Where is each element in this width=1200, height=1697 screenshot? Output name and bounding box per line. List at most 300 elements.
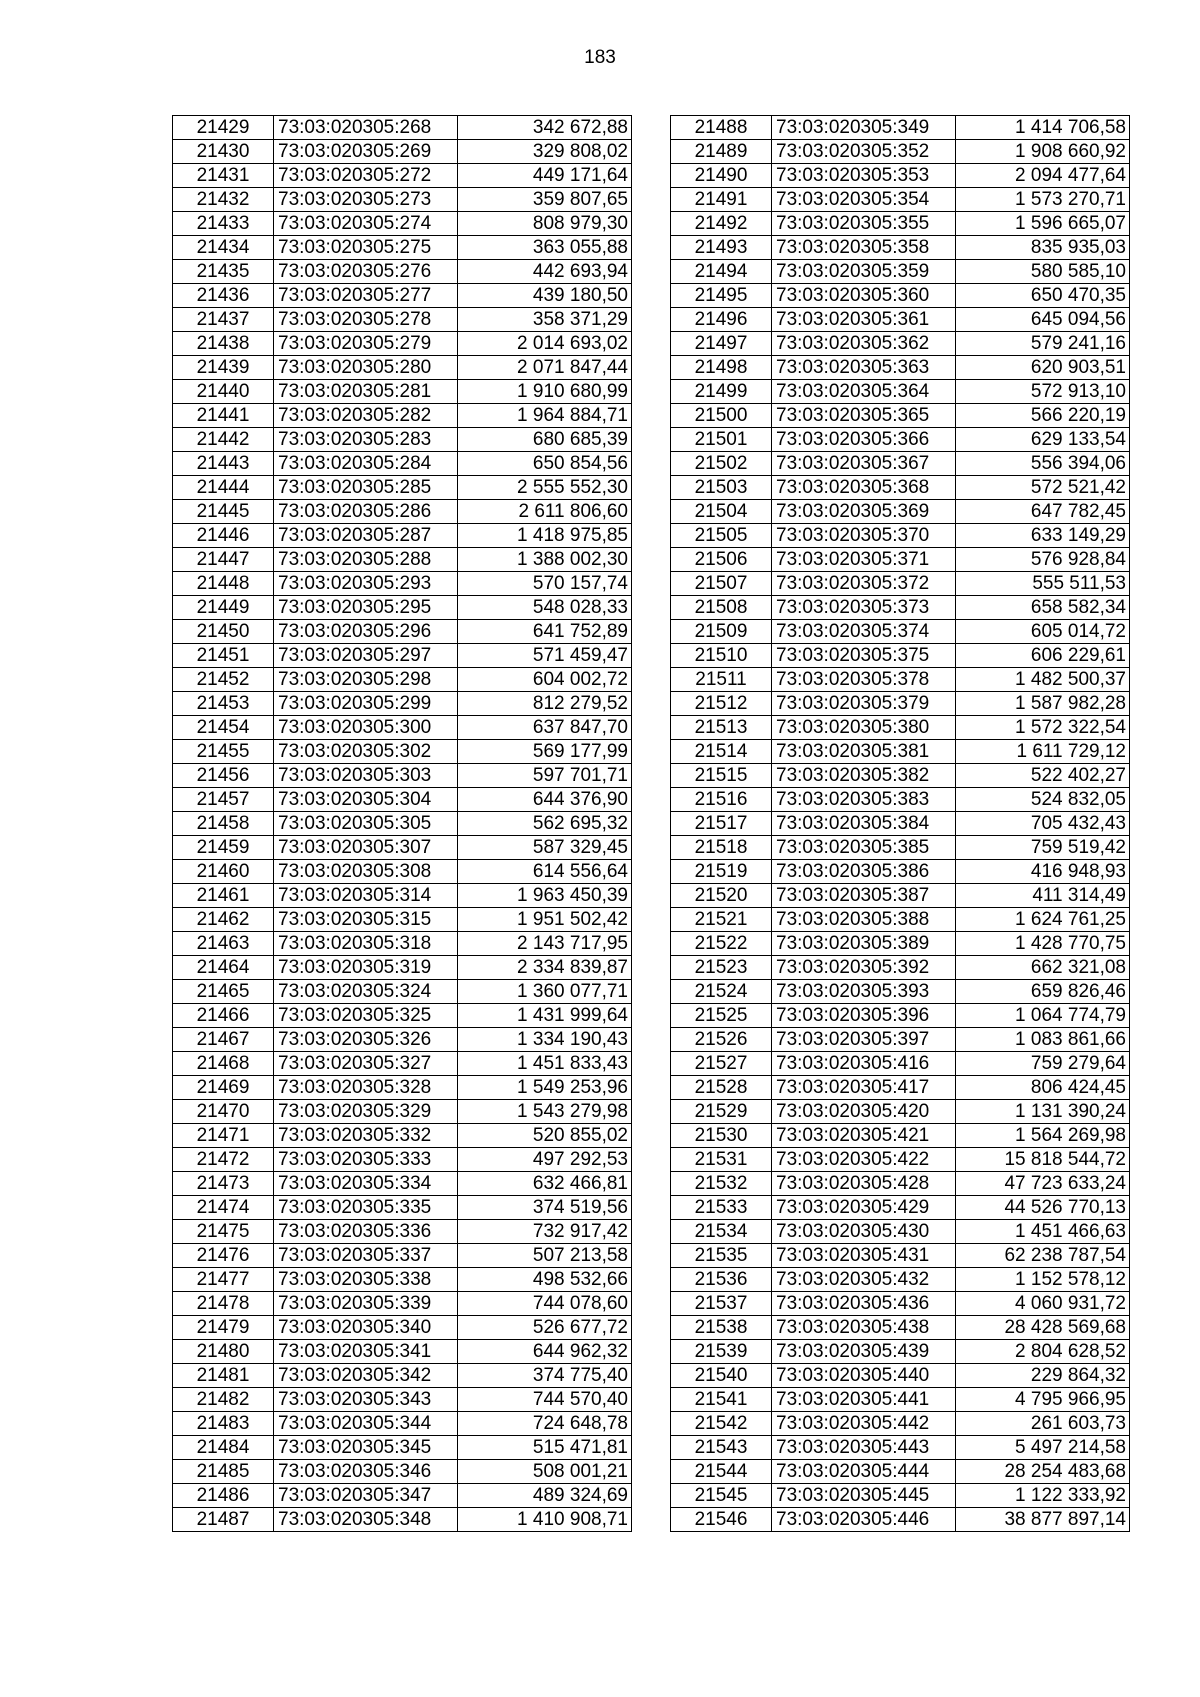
cadastral-number-cell: 73:03:020305:272 (274, 164, 458, 188)
value-cell: 1 908 660,92 (956, 140, 1130, 164)
value-cell: 44 526 770,13 (956, 1196, 1130, 1220)
cadastral-number-cell: 73:03:020305:347 (274, 1484, 458, 1508)
cadastral-number-cell: 73:03:020305:430 (772, 1220, 956, 1244)
cadastral-number-cell: 73:03:020305:308 (274, 860, 458, 884)
cadastral-number-cell: 73:03:020305:328 (274, 1076, 458, 1100)
cadastral-number-cell: 73:03:020305:282 (274, 404, 458, 428)
value-cell: 229 864,32 (956, 1364, 1130, 1388)
row-number-cell: 21527 (671, 1052, 772, 1076)
table-row (173, 452, 632, 476)
value-cell: 759 519,42 (956, 836, 1130, 860)
table-row (671, 116, 1130, 140)
value-cell: 606 229,61 (956, 644, 1130, 668)
registry-table-right (670, 115, 1130, 1532)
cadastral-number-cell: 73:03:020305:335 (274, 1196, 458, 1220)
row-number-cell: 21507 (671, 572, 772, 596)
row-number-cell: 21543 (671, 1436, 772, 1460)
row-number-cell: 21532 (671, 1172, 772, 1196)
table-row (671, 668, 1130, 692)
row-number-cell: 21539 (671, 1340, 772, 1364)
table-row (671, 836, 1130, 860)
cadastral-number-cell: 73:03:020305:314 (274, 884, 458, 908)
row-number-cell: 21476 (173, 1244, 274, 1268)
row-number-cell: 21492 (671, 212, 772, 236)
row-number-cell: 21452 (173, 668, 274, 692)
row-number-cell: 21430 (173, 140, 274, 164)
cadastral-number-cell: 73:03:020305:327 (274, 1052, 458, 1076)
row-number-cell: 21511 (671, 668, 772, 692)
page-number: 183 (584, 47, 616, 68)
table-row (671, 1388, 1130, 1412)
row-number-cell: 21500 (671, 404, 772, 428)
value-cell: 571 459,47 (458, 644, 632, 668)
table-row (173, 716, 632, 740)
table-row (671, 932, 1130, 956)
value-cell: 515 471,81 (458, 1436, 632, 1460)
cadastral-number-cell: 73:03:020305:305 (274, 812, 458, 836)
cadastral-number-cell: 73:03:020305:392 (772, 956, 956, 980)
cadastral-number-cell: 73:03:020305:380 (772, 716, 956, 740)
cadastral-number-cell: 73:03:020305:285 (274, 476, 458, 500)
value-cell: 1 131 390,24 (956, 1100, 1130, 1124)
row-number-cell: 21531 (671, 1148, 772, 1172)
row-number-cell: 21466 (173, 1004, 274, 1028)
row-number-cell: 21494 (671, 260, 772, 284)
table-row (671, 476, 1130, 500)
table-row (173, 1316, 632, 1340)
row-number-cell: 21457 (173, 788, 274, 812)
row-number-cell: 21487 (173, 1508, 274, 1532)
table-row (173, 1268, 632, 1292)
value-cell: 1 388 002,30 (458, 548, 632, 572)
table-row (173, 1100, 632, 1124)
row-number-cell: 21530 (671, 1124, 772, 1148)
row-number-cell: 21470 (173, 1100, 274, 1124)
row-number-cell: 21472 (173, 1148, 274, 1172)
cadastral-number-cell: 73:03:020305:353 (772, 164, 956, 188)
value-cell: 744 078,60 (458, 1292, 632, 1316)
cadastral-number-cell: 73:03:020305:432 (772, 1268, 956, 1292)
table-row (173, 1028, 632, 1052)
table-row (173, 236, 632, 260)
table-row (173, 140, 632, 164)
value-cell: 641 752,89 (458, 620, 632, 644)
table-row (671, 1316, 1130, 1340)
value-cell: 572 521,42 (956, 476, 1130, 500)
cadastral-number-cell: 73:03:020305:349 (772, 116, 956, 140)
row-number-cell: 21446 (173, 524, 274, 548)
value-cell: 489 324,69 (458, 1484, 632, 1508)
value-cell: 629 133,54 (956, 428, 1130, 452)
value-cell: 562 695,32 (458, 812, 632, 836)
cadastral-number-cell: 73:03:020305:428 (772, 1172, 956, 1196)
table-row (173, 356, 632, 380)
value-cell: 579 241,16 (956, 332, 1130, 356)
cadastral-number-cell: 73:03:020305:341 (274, 1340, 458, 1364)
row-number-cell: 21535 (671, 1244, 772, 1268)
cadastral-number-cell: 73:03:020305:358 (772, 236, 956, 260)
table-row (671, 260, 1130, 284)
row-number-cell: 21479 (173, 1316, 274, 1340)
cadastral-number-cell: 73:03:020305:387 (772, 884, 956, 908)
value-cell: 1 624 761,25 (956, 908, 1130, 932)
row-number-cell: 21435 (173, 260, 274, 284)
table-row (173, 572, 632, 596)
value-cell: 342 672,88 (458, 116, 632, 140)
row-number-cell: 21436 (173, 284, 274, 308)
row-number-cell: 21512 (671, 692, 772, 716)
value-cell: 358 371,29 (458, 308, 632, 332)
table-row (173, 1172, 632, 1196)
value-cell: 38 877 897,14 (956, 1508, 1130, 1532)
table-row (671, 860, 1130, 884)
table-row (671, 332, 1130, 356)
row-number-cell: 21451 (173, 644, 274, 668)
row-number-cell: 21449 (173, 596, 274, 620)
table-row (173, 1340, 632, 1364)
cadastral-number-cell: 73:03:020305:325 (274, 1004, 458, 1028)
row-number-cell: 21513 (671, 716, 772, 740)
row-number-cell: 21537 (671, 1292, 772, 1316)
cadastral-number-cell: 73:03:020305:442 (772, 1412, 956, 1436)
table-row (671, 1292, 1130, 1316)
value-cell: 572 913,10 (956, 380, 1130, 404)
row-number-cell: 21464 (173, 956, 274, 980)
cadastral-number-cell: 73:03:020305:355 (772, 212, 956, 236)
cadastral-number-cell: 73:03:020305:280 (274, 356, 458, 380)
table-row (671, 620, 1130, 644)
row-number-cell: 21454 (173, 716, 274, 740)
row-number-cell: 21441 (173, 404, 274, 428)
cadastral-number-cell: 73:03:020305:288 (274, 548, 458, 572)
table-row (173, 404, 632, 428)
row-number-cell: 21469 (173, 1076, 274, 1100)
value-cell: 15 818 544,72 (956, 1148, 1130, 1172)
value-cell: 261 603,73 (956, 1412, 1130, 1436)
table-row (671, 1076, 1130, 1100)
row-number-cell: 21433 (173, 212, 274, 236)
value-cell: 1 482 500,37 (956, 668, 1130, 692)
cadastral-number-cell: 73:03:020305:287 (274, 524, 458, 548)
value-cell: 449 171,64 (458, 164, 632, 188)
row-number-cell: 21493 (671, 236, 772, 260)
value-cell: 580 585,10 (956, 260, 1130, 284)
row-number-cell: 21509 (671, 620, 772, 644)
table-row (671, 716, 1130, 740)
value-cell: 744 570,40 (458, 1388, 632, 1412)
value-cell: 614 556,64 (458, 860, 632, 884)
row-number-cell: 21448 (173, 572, 274, 596)
row-number-cell: 21499 (671, 380, 772, 404)
table-row (173, 620, 632, 644)
row-number-cell: 21497 (671, 332, 772, 356)
row-number-cell: 21453 (173, 692, 274, 716)
row-number-cell: 21524 (671, 980, 772, 1004)
value-cell: 662 321,08 (956, 956, 1130, 980)
value-cell: 597 701,71 (458, 764, 632, 788)
table-row (671, 500, 1130, 524)
value-cell: 363 055,88 (458, 236, 632, 260)
cadastral-number-cell: 73:03:020305:431 (772, 1244, 956, 1268)
cadastral-number-cell: 73:03:020305:348 (274, 1508, 458, 1532)
cadastral-number-cell: 73:03:020305:389 (772, 932, 956, 956)
value-cell: 1 064 774,79 (956, 1004, 1130, 1028)
row-number-cell: 21442 (173, 428, 274, 452)
value-cell: 659 826,46 (956, 980, 1130, 1004)
cadastral-number-cell: 73:03:020305:315 (274, 908, 458, 932)
value-cell: 1 122 333,92 (956, 1484, 1130, 1508)
table-row (173, 764, 632, 788)
value-cell: 1 418 975,85 (458, 524, 632, 548)
table-row (173, 836, 632, 860)
cadastral-number-cell: 73:03:020305:441 (772, 1388, 956, 1412)
value-cell: 1 431 999,64 (458, 1004, 632, 1028)
value-cell: 1 543 279,98 (458, 1100, 632, 1124)
value-cell: 5 497 214,58 (956, 1436, 1130, 1460)
table-row (671, 356, 1130, 380)
value-cell: 508 001,21 (458, 1460, 632, 1484)
value-cell: 4 795 966,95 (956, 1388, 1130, 1412)
value-cell: 548 028,33 (458, 596, 632, 620)
table-row (671, 1004, 1130, 1028)
table-row (173, 1220, 632, 1244)
value-cell: 374 519,56 (458, 1196, 632, 1220)
cadastral-number-cell: 73:03:020305:344 (274, 1412, 458, 1436)
cadastral-number-cell: 73:03:020305:336 (274, 1220, 458, 1244)
row-number-cell: 21529 (671, 1100, 772, 1124)
cadastral-number-cell: 73:03:020305:332 (274, 1124, 458, 1148)
table-row (671, 812, 1130, 836)
row-number-cell: 21540 (671, 1364, 772, 1388)
row-number-cell: 21528 (671, 1076, 772, 1100)
table-row (173, 1292, 632, 1316)
value-cell: 566 220,19 (956, 404, 1130, 428)
table-row (671, 596, 1130, 620)
row-number-cell: 21546 (671, 1508, 772, 1532)
row-number-cell: 21439 (173, 356, 274, 380)
table-row (671, 1364, 1130, 1388)
table-row (173, 1388, 632, 1412)
value-cell: 1 564 269,98 (956, 1124, 1130, 1148)
table-row (173, 1364, 632, 1388)
table-row (671, 548, 1130, 572)
cadastral-number-cell: 73:03:020305:374 (772, 620, 956, 644)
value-cell: 637 847,70 (458, 716, 632, 740)
table-row (671, 1100, 1130, 1124)
cadastral-number-cell: 73:03:020305:354 (772, 188, 956, 212)
table-row (173, 860, 632, 884)
cadastral-number-cell: 73:03:020305:393 (772, 980, 956, 1004)
value-cell: 439 180,50 (458, 284, 632, 308)
row-number-cell: 21440 (173, 380, 274, 404)
value-cell: 1 951 502,42 (458, 908, 632, 932)
cadastral-number-cell: 73:03:020305:366 (772, 428, 956, 452)
cadastral-number-cell: 73:03:020305:417 (772, 1076, 956, 1100)
row-number-cell: 21474 (173, 1196, 274, 1220)
table-row (173, 1076, 632, 1100)
cadastral-number-cell: 73:03:020305:373 (772, 596, 956, 620)
table-row (671, 956, 1130, 980)
cadastral-number-cell: 73:03:020305:444 (772, 1460, 956, 1484)
table-row (671, 1244, 1130, 1268)
row-number-cell: 21477 (173, 1268, 274, 1292)
cadastral-number-cell: 73:03:020305:304 (274, 788, 458, 812)
value-cell: 604 002,72 (458, 668, 632, 692)
cadastral-number-cell: 73:03:020305:276 (274, 260, 458, 284)
value-cell: 359 807,65 (458, 188, 632, 212)
cadastral-number-cell: 73:03:020305:302 (274, 740, 458, 764)
value-cell: 620 903,51 (956, 356, 1130, 380)
row-number-cell: 21516 (671, 788, 772, 812)
row-number-cell: 21510 (671, 644, 772, 668)
row-number-cell: 21525 (671, 1004, 772, 1028)
table-row (671, 788, 1130, 812)
row-number-cell: 21481 (173, 1364, 274, 1388)
table-row (671, 1148, 1130, 1172)
table-row (173, 908, 632, 932)
row-number-cell: 21482 (173, 1388, 274, 1412)
value-cell: 806 424,45 (956, 1076, 1130, 1100)
cadastral-number-cell: 73:03:020305:397 (772, 1028, 956, 1052)
cadastral-number-cell: 73:03:020305:296 (274, 620, 458, 644)
value-cell: 1 596 665,07 (956, 212, 1130, 236)
row-number-cell: 21461 (173, 884, 274, 908)
cadastral-number-cell: 73:03:020305:360 (772, 284, 956, 308)
table-row (671, 212, 1130, 236)
value-cell: 47 723 633,24 (956, 1172, 1130, 1196)
row-number-cell: 21505 (671, 524, 772, 548)
table-row (671, 1172, 1130, 1196)
cadastral-number-cell: 73:03:020305:379 (772, 692, 956, 716)
table-row (671, 692, 1130, 716)
row-number-cell: 21515 (671, 764, 772, 788)
value-cell: 1 428 770,75 (956, 932, 1130, 956)
value-cell: 835 935,03 (956, 236, 1130, 260)
table-row (671, 1460, 1130, 1484)
row-number-cell: 21432 (173, 188, 274, 212)
value-cell: 555 511,53 (956, 572, 1130, 596)
cadastral-number-cell: 73:03:020305:281 (274, 380, 458, 404)
table-row (671, 1052, 1130, 1076)
value-cell: 2 014 693,02 (458, 332, 632, 356)
table-row (173, 308, 632, 332)
cadastral-number-cell: 73:03:020305:274 (274, 212, 458, 236)
row-number-cell: 21431 (173, 164, 274, 188)
table-row (671, 236, 1130, 260)
table-row (173, 476, 632, 500)
row-number-cell: 21485 (173, 1460, 274, 1484)
table-row (671, 1436, 1130, 1460)
cadastral-number-cell: 73:03:020305:368 (772, 476, 956, 500)
value-cell: 1 611 729,12 (956, 740, 1130, 764)
row-number-cell: 21489 (671, 140, 772, 164)
cadastral-number-cell: 73:03:020305:420 (772, 1100, 956, 1124)
table-row (173, 524, 632, 548)
table-row (173, 116, 632, 140)
table-row (173, 1196, 632, 1220)
table-row (173, 428, 632, 452)
table-row (671, 428, 1130, 452)
row-number-cell: 21475 (173, 1220, 274, 1244)
row-number-cell: 21508 (671, 596, 772, 620)
value-cell: 2 334 839,87 (458, 956, 632, 980)
table-row (671, 908, 1130, 932)
cadastral-number-cell: 73:03:020305:268 (274, 116, 458, 140)
value-cell: 570 157,74 (458, 572, 632, 596)
value-cell: 2 071 847,44 (458, 356, 632, 380)
row-number-cell: 21544 (671, 1460, 772, 1484)
row-number-cell: 21514 (671, 740, 772, 764)
cadastral-number-cell: 73:03:020305:298 (274, 668, 458, 692)
row-number-cell: 21450 (173, 620, 274, 644)
row-number-cell: 21491 (671, 188, 772, 212)
cadastral-number-cell: 73:03:020305:279 (274, 332, 458, 356)
table-row (173, 644, 632, 668)
row-number-cell: 21459 (173, 836, 274, 860)
value-cell: 569 177,99 (458, 740, 632, 764)
cadastral-number-cell: 73:03:020305:438 (772, 1316, 956, 1340)
registry-table-left (172, 115, 632, 1532)
value-cell: 1 963 450,39 (458, 884, 632, 908)
row-number-cell: 21498 (671, 356, 772, 380)
cadastral-number-cell: 73:03:020305:339 (274, 1292, 458, 1316)
value-cell: 1 083 861,66 (956, 1028, 1130, 1052)
cadastral-number-cell: 73:03:020305:384 (772, 812, 956, 836)
cadastral-number-cell: 73:03:020305:378 (772, 668, 956, 692)
cadastral-number-cell: 73:03:020305:369 (772, 500, 956, 524)
row-number-cell: 21478 (173, 1292, 274, 1316)
table-row (173, 188, 632, 212)
row-number-cell: 21520 (671, 884, 772, 908)
cadastral-number-cell: 73:03:020305:367 (772, 452, 956, 476)
value-cell: 520 855,02 (458, 1124, 632, 1148)
value-cell: 724 648,78 (458, 1412, 632, 1436)
table-row (671, 1028, 1130, 1052)
value-cell: 732 917,42 (458, 1220, 632, 1244)
row-number-cell: 21521 (671, 908, 772, 932)
table-row (671, 140, 1130, 164)
value-cell: 374 775,40 (458, 1364, 632, 1388)
value-cell: 2 143 717,95 (458, 932, 632, 956)
table-row (671, 284, 1130, 308)
value-cell: 705 432,43 (956, 812, 1130, 836)
table-row (671, 1412, 1130, 1436)
value-cell: 650 470,35 (956, 284, 1130, 308)
table-row (173, 1124, 632, 1148)
row-number-cell: 21496 (671, 308, 772, 332)
cadastral-number-cell: 73:03:020305:443 (772, 1436, 956, 1460)
table-row (173, 1244, 632, 1268)
cadastral-number-cell: 73:03:020305:319 (274, 956, 458, 980)
cadastral-number-cell: 73:03:020305:303 (274, 764, 458, 788)
row-number-cell: 21495 (671, 284, 772, 308)
table-row (173, 284, 632, 308)
table-row (173, 692, 632, 716)
table-row (671, 164, 1130, 188)
table-row (173, 1436, 632, 1460)
cadastral-number-cell: 73:03:020305:429 (772, 1196, 956, 1220)
table-row (173, 548, 632, 572)
cadastral-number-cell: 73:03:020305:286 (274, 500, 458, 524)
row-number-cell: 21467 (173, 1028, 274, 1052)
table-row (173, 212, 632, 236)
table-row (173, 668, 632, 692)
cadastral-number-cell: 73:03:020305:383 (772, 788, 956, 812)
table-row (173, 812, 632, 836)
row-number-cell: 21456 (173, 764, 274, 788)
table-row (173, 1004, 632, 1028)
cadastral-number-cell: 73:03:020305:352 (772, 140, 956, 164)
